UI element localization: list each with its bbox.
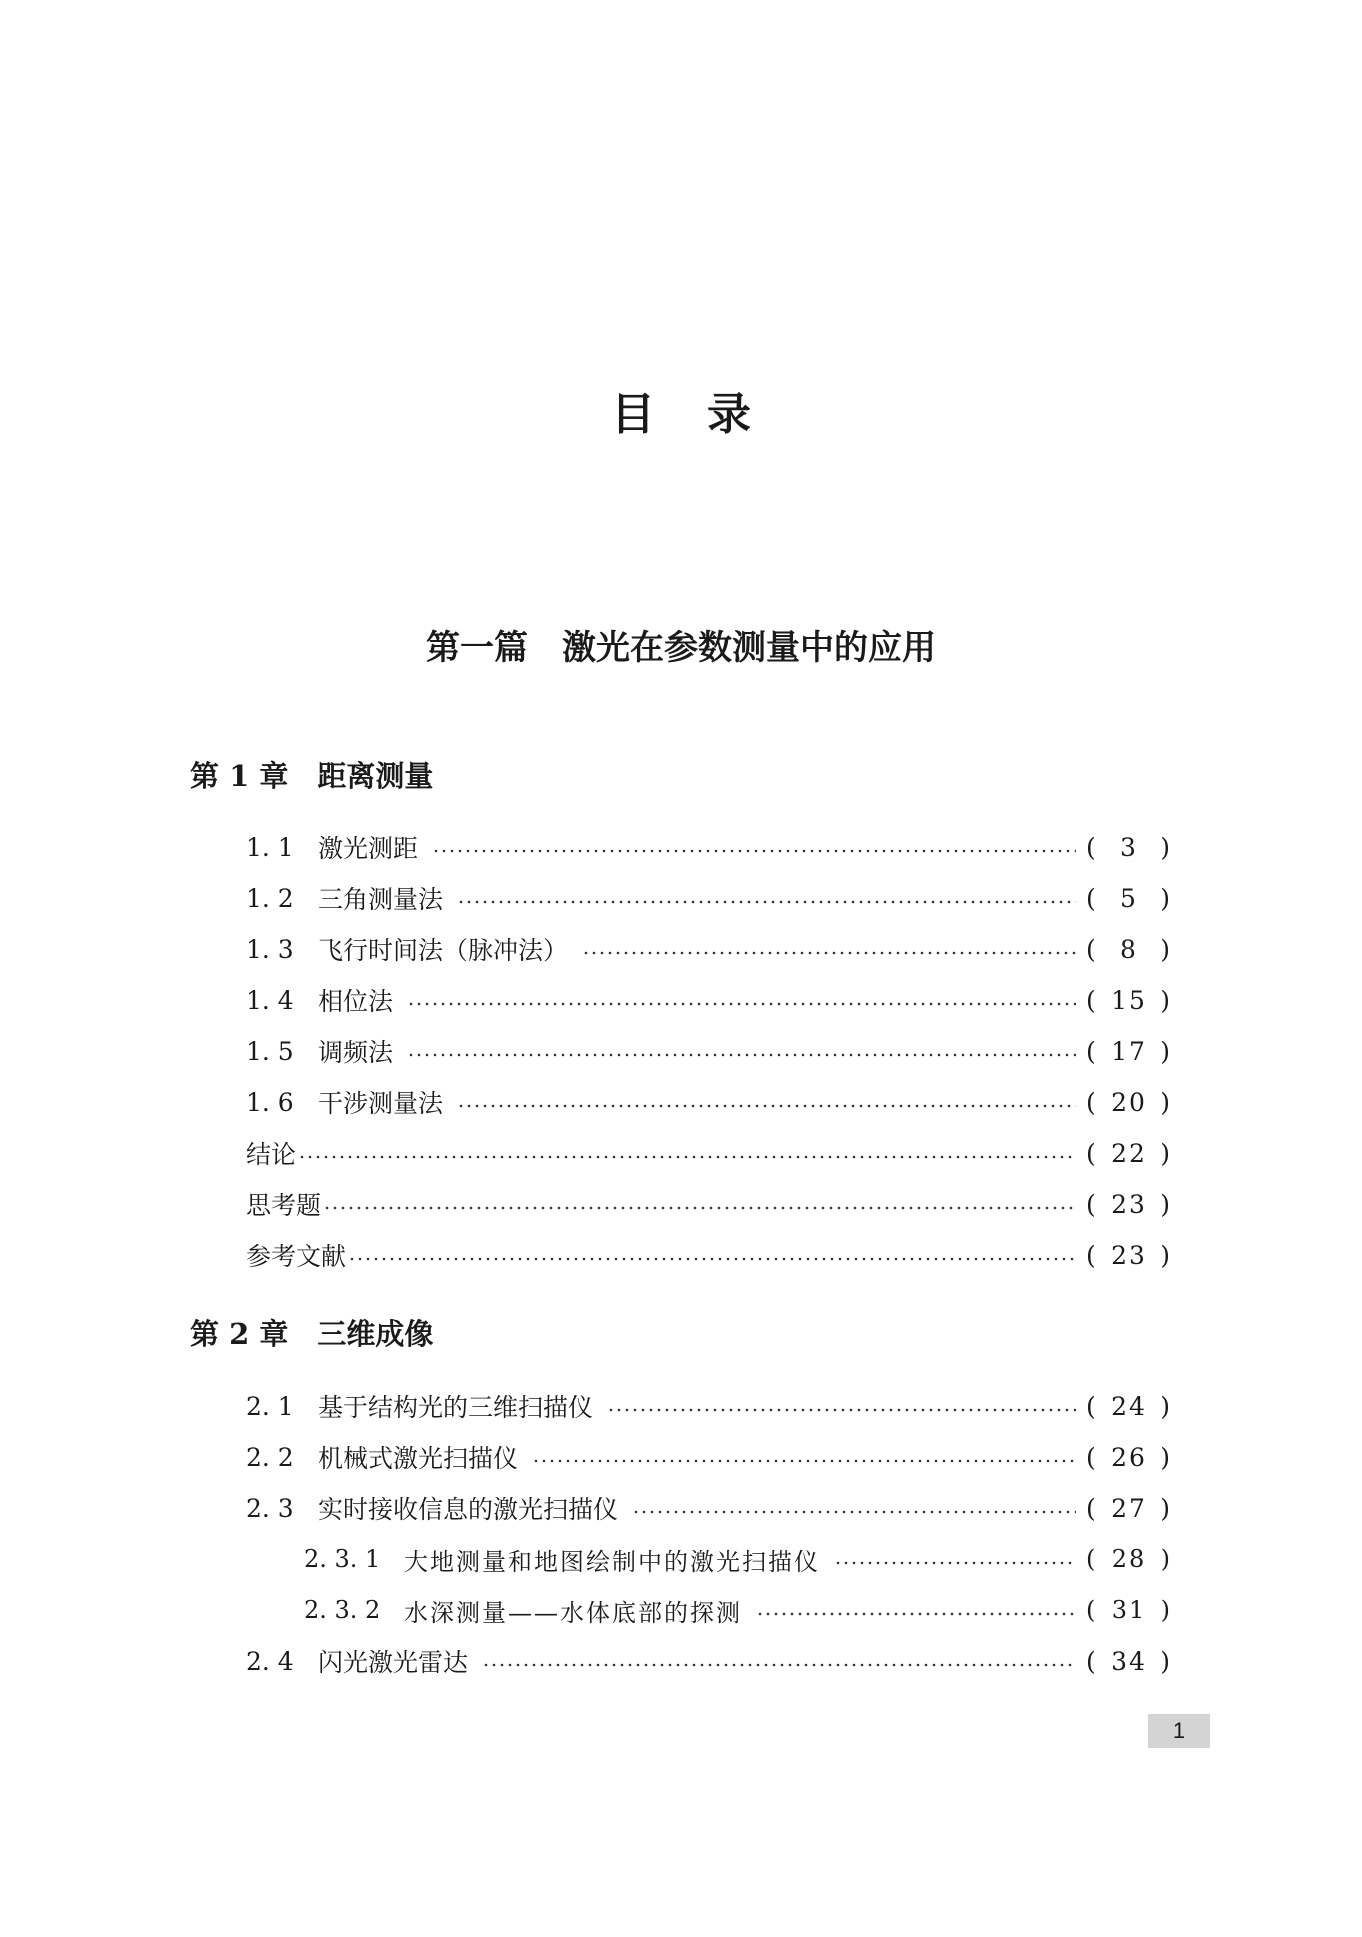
dot-leader [532, 1459, 1076, 1463]
entry-number: 2. 3. 2 [304, 1596, 381, 1624]
entry-number: 2. 3 [246, 1493, 294, 1523]
part-title: 第一篇 激光在参数测量中的应用 [426, 628, 936, 668]
entry-title: 三角测量法 [318, 885, 444, 914]
chapter-title-1: 第 1 章 距离测量 [190, 759, 434, 793]
entry-title: 水深测量——水体底部的探测 [404, 1598, 742, 1627]
toc-subentry[interactable] [304, 1593, 1172, 1627]
dot-leader [607, 1408, 1076, 1412]
entry-page: ( 26 ) [1086, 1442, 1172, 1472]
entry-number: 1. 2 [246, 883, 294, 913]
toc-entry[interactable] [246, 1491, 1172, 1525]
entry-title: 调频法 [318, 1038, 394, 1067]
toc-subentry[interactable] [304, 1542, 1172, 1576]
entry-title: 激光测距 [318, 834, 419, 863]
dot-leader [407, 1002, 1076, 1006]
entry-number: 2. 4 [246, 1646, 294, 1676]
toc-entry[interactable] [246, 1187, 1172, 1221]
entry-title: 参考文献 [246, 1242, 347, 1271]
entry-page: ( 28 ) [1086, 1545, 1172, 1573]
entry-number: 1. 4 [246, 985, 294, 1015]
entry-title: 大地测量和地图绘制中的激光扫描仪 [404, 1547, 820, 1576]
chapter-title-2: 第 2 章 三维成像 [190, 1317, 434, 1351]
entry-page: ( 20 ) [1086, 1087, 1172, 1117]
entry-title: 机械式激光扫描仪 [318, 1444, 519, 1473]
entry-title: 闪光激光雷达 [318, 1648, 469, 1677]
entry-number: 2. 2 [246, 1442, 294, 1472]
toc-entry[interactable] [246, 1085, 1172, 1119]
entry-page: ( 31 ) [1086, 1596, 1172, 1624]
dot-leader [457, 1104, 1076, 1108]
entry-page: ( 17 ) [1086, 1036, 1172, 1066]
dot-leader [632, 1510, 1076, 1514]
entry-title: 相位法 [318, 987, 394, 1016]
entry-title: 结论 [246, 1140, 297, 1169]
dot-leader [407, 1053, 1076, 1057]
dot-leader [298, 1155, 1076, 1159]
entry-title: 实时接收信息的激光扫描仪 [318, 1495, 619, 1524]
entry-page: ( 23 ) [1086, 1240, 1172, 1270]
entry-title: 思考题 [246, 1191, 322, 1220]
entry-number: 2. 1 [246, 1391, 294, 1421]
entry-title: 基于结构光的三维扫描仪 [318, 1393, 594, 1422]
dot-leader [756, 1612, 1076, 1616]
toc-entry[interactable] [246, 1034, 1172, 1068]
entry-page: ( 15 ) [1086, 985, 1172, 1015]
entry-number: 1. 3 [246, 934, 294, 964]
dot-leader [348, 1257, 1076, 1261]
dot-leader [582, 951, 1076, 955]
entry-title: 飞行时间法（脉冲法） [318, 936, 569, 965]
entry-page: ( 22 ) [1086, 1138, 1172, 1168]
entry-page: ( 23 ) [1086, 1189, 1172, 1219]
entry-page: ( 27 ) [1086, 1493, 1172, 1523]
toc-entry[interactable] [246, 1136, 1172, 1170]
toc-entry[interactable] [246, 1389, 1172, 1423]
toc-entry[interactable] [246, 983, 1172, 1017]
dot-leader [323, 1206, 1076, 1210]
entry-page: ( 3 ) [1086, 832, 1172, 862]
page-title: 目录 [611, 389, 803, 440]
entry-number: 2. 3. 1 [304, 1545, 381, 1573]
dot-leader [457, 900, 1076, 904]
dot-leader [482, 1663, 1076, 1667]
page-number: 1 [1148, 1714, 1210, 1748]
entry-number: 1. 6 [246, 1087, 294, 1117]
entry-page: ( 8 ) [1086, 934, 1172, 964]
entry-number: 1. 1 [246, 832, 294, 862]
toc-entry[interactable] [246, 1440, 1172, 1474]
entry-page: ( 5 ) [1086, 883, 1172, 913]
entry-page: ( 24 ) [1086, 1391, 1172, 1421]
entry-number: 1. 5 [246, 1036, 294, 1066]
dot-leader [834, 1561, 1076, 1565]
toc-entry[interactable] [246, 932, 1172, 966]
entry-page: ( 34 ) [1086, 1646, 1172, 1676]
toc-entry[interactable] [246, 1644, 1172, 1678]
toc-entry[interactable] [246, 881, 1172, 915]
toc-entry[interactable] [246, 830, 1172, 864]
toc-entry[interactable] [246, 1238, 1172, 1272]
dot-leader [432, 849, 1076, 853]
entry-title: 干涉测量法 [318, 1089, 444, 1118]
